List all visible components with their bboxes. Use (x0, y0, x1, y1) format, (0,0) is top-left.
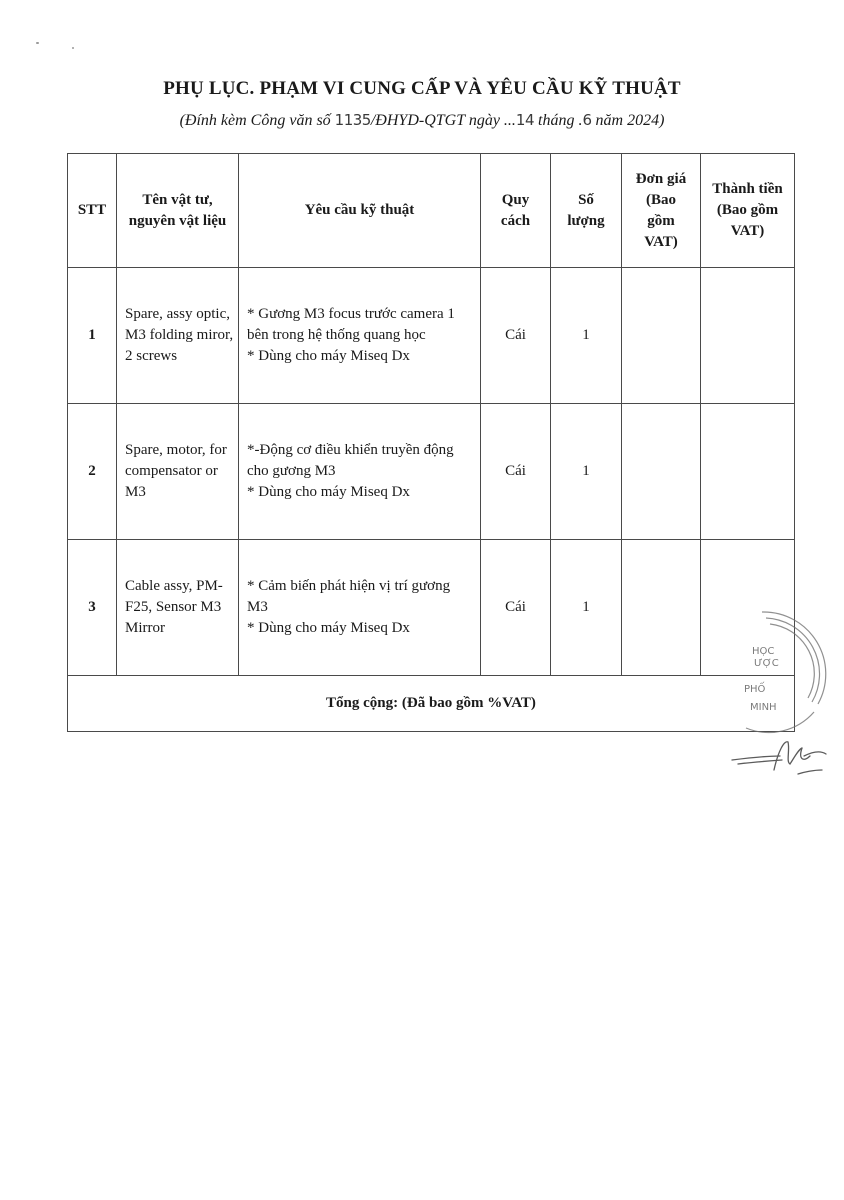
stamp-text-line: PHỐ (744, 684, 766, 695)
table-row (68, 404, 795, 540)
stamp-text-line: ƯỢC (754, 658, 779, 669)
header-stt: STT (68, 154, 117, 268)
stamp-text-line: MINH (750, 702, 777, 713)
subtitle-suffix: năm 2024) (591, 112, 665, 129)
requirement-line: * Dùng cho máy Miseq Dx (247, 348, 410, 364)
row-stt: 1 (68, 268, 117, 404)
row-unit-price (622, 268, 701, 404)
row-total (701, 404, 795, 540)
specification-table (67, 153, 795, 732)
total-label: Tổng cộng: (Đã bao gồm %VAT) (68, 676, 795, 732)
row-stt: 2 (68, 404, 117, 540)
row-unit-price (622, 540, 701, 676)
row-quantity: 1 (551, 268, 622, 404)
handwritten-day: 14 (515, 111, 535, 129)
row-requirements (239, 404, 481, 540)
requirement-line: * Gương M3 focus trước camera 1 bên trong hệ thống quang học (247, 306, 455, 343)
row-spec: Cái (481, 404, 551, 540)
official-stamp-seal (722, 604, 832, 734)
header-total: Thành tiền (Bao gồm VAT) (701, 154, 795, 268)
row-item-name: Spare, motor, for compensator or M3 (117, 404, 239, 540)
header-quantity: Số lượng (551, 154, 622, 268)
table-total-row (68, 676, 795, 732)
header-spec: Quy cách (481, 154, 551, 268)
row-stt: 3 (68, 540, 117, 676)
row-spec: Cái (481, 540, 551, 676)
row-item-name: Cable assy, PM-F25, Sensor M3 Mirror (117, 540, 239, 676)
row-total (701, 268, 795, 404)
subtitle-middle: /ĐHYD-QTGT ngày ... (370, 112, 516, 129)
subtitle-prefix: (Đính kèm Công văn số (179, 112, 335, 129)
stamp-text-line: HỌC (752, 646, 775, 657)
handwritten-month: 6 (582, 111, 592, 129)
table-row (68, 540, 795, 676)
scan-speck (72, 47, 74, 49)
requirement-line: *-Động cơ điều khiển truyền động cho gương M3 (247, 442, 454, 479)
header-name: Tên vật tư, nguyên vật liệu (117, 154, 239, 268)
row-unit-price (622, 404, 701, 540)
requirement-line: * Dùng cho máy Miseq Dx (247, 484, 410, 500)
row-requirements (239, 540, 481, 676)
row-item-name: Spare, assy optic, M3 folding miror, 2 screws (117, 268, 239, 404)
row-quantity: 1 (551, 540, 622, 676)
requirement-line: * Cảm biến phát hiện vị trí gương M3 (247, 578, 451, 615)
row-quantity: 1 (551, 404, 622, 540)
handwritten-document-number: 1135 (334, 111, 371, 129)
table-row (68, 268, 795, 404)
row-spec: Cái (481, 268, 551, 404)
header-unit-price: Đơn giá (Bao gồm VAT) (622, 154, 701, 268)
handwritten-signature (728, 730, 828, 778)
document-subtitle (0, 111, 844, 130)
header-requirements: Yêu cầu kỹ thuật (239, 154, 481, 268)
table-header-row (68, 154, 795, 268)
requirement-line: * Dùng cho máy Miseq Dx (247, 620, 410, 636)
row-requirements (239, 268, 481, 404)
scan-speck (36, 42, 39, 44)
subtitle-month-prefix: tháng . (534, 112, 583, 129)
document-title: PHỤ LỤC. PHẠM VI CUNG CẤP VÀ YÊU CẦU KỸ THUẬT (163, 78, 681, 99)
